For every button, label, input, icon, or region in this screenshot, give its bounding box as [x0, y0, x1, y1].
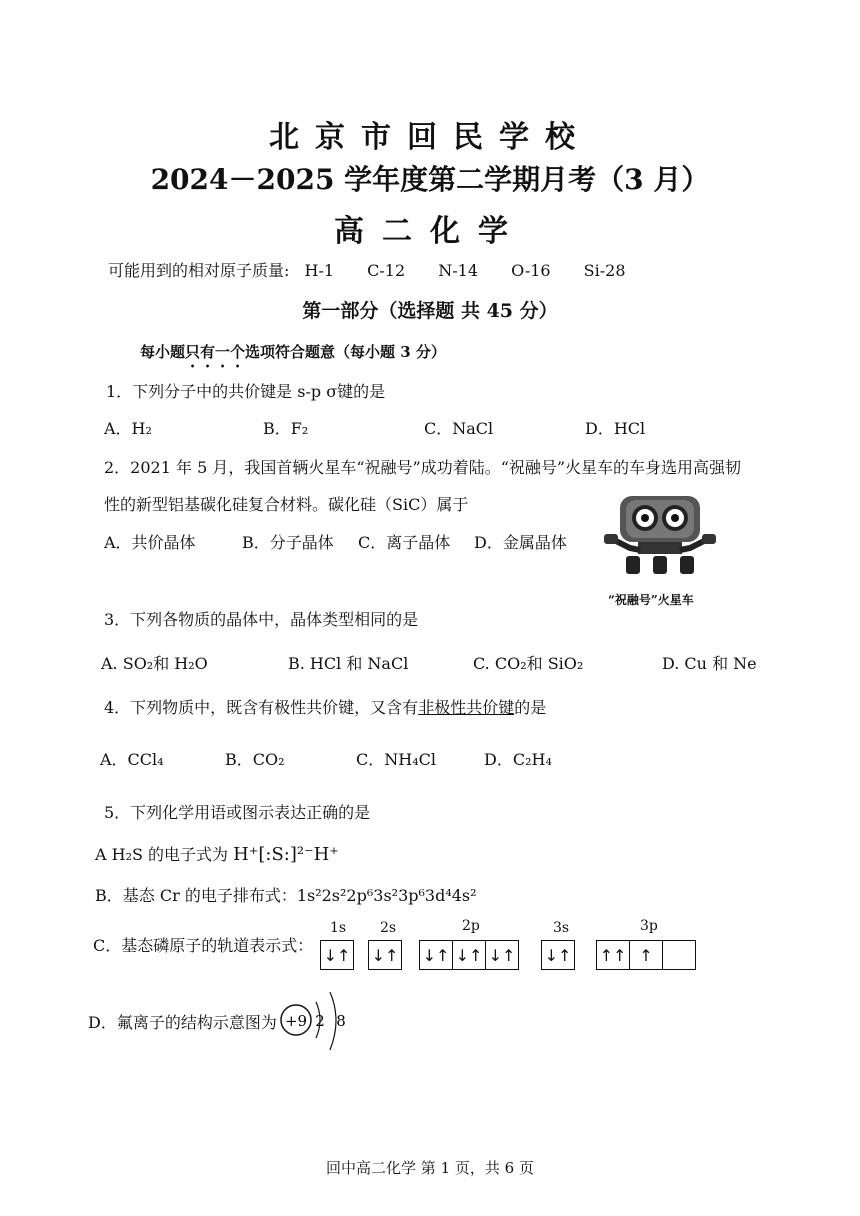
orbital-box-2p	[419, 940, 519, 970]
orbital-cell: ↓↑	[453, 941, 486, 969]
q5-stem: 5．下列化学用语或图示表达正确的是	[104, 803, 371, 822]
rover-caption: “祝融号”火星车	[608, 593, 694, 607]
q2-stem-line2: 性的新型铝基碳化硅复合材料。碳化硅（SiC）属于	[104, 495, 469, 514]
orbital-box-2s	[368, 940, 402, 970]
shell-1-electrons: 2	[315, 1012, 325, 1030]
q3-stem: 3．下列各物质的晶体中，晶体类型相同的是	[104, 610, 419, 629]
q5-option-a	[95, 842, 339, 865]
subject-title: 高二化学	[334, 214, 526, 249]
h2s-electron-formula: H⁺[:S:]²⁻H⁺	[233, 844, 339, 865]
orbital-box-3s	[541, 940, 575, 970]
section-instruction	[140, 341, 446, 371]
atomic-mass-si: Si-28	[583, 261, 626, 280]
atomic-mass-c: C-12	[367, 261, 406, 280]
q4-stem	[104, 695, 546, 718]
orbital-label-3s: 3s	[553, 920, 570, 936]
orbital-cell: ↓↑	[544, 945, 572, 965]
q4-option-a: A．CCl₄	[100, 750, 164, 769]
q4-option-c: C．NH₄Cl	[356, 750, 436, 769]
shell-2-electrons: 8	[336, 1012, 346, 1030]
orbital-cell: ↓↑	[323, 945, 351, 965]
fluoride-ion-structure	[278, 988, 358, 1058]
orbital-label-2p: 2p	[462, 918, 480, 934]
mars-rover-image	[600, 490, 720, 585]
orbital-cell: ↑	[630, 941, 663, 969]
nucleus-charge: +9	[284, 1012, 308, 1030]
atomic-mass-n: N-14	[438, 261, 479, 280]
q2-option-d: D．金属晶体	[474, 533, 567, 552]
q4-stem-emphasis: 非极性共价键	[418, 698, 515, 717]
q4-option-d: D．C₂H₄	[484, 750, 552, 769]
q4-stem-part-a: 4．下列物质中，既含有极性共价键，又含有	[104, 698, 419, 717]
orbital-cell: ↓↑	[371, 945, 399, 965]
orbital-label-3p: 3p	[640, 918, 658, 934]
q3-option-d: D. Cu 和 Ne	[662, 654, 757, 673]
orbital-label-2s: 2s	[380, 920, 397, 936]
q1-option-c: C．NaCl	[424, 419, 494, 438]
q5-option-d: D．氟离子的结构示意图为	[88, 1013, 277, 1032]
q1-option-b: B．F₂	[263, 419, 309, 438]
q5-option-b: B．基态 Cr 的电子排布式：1s²2s²2p⁶3s²3p⁶3d⁴4s²	[95, 886, 477, 905]
orbital-label-1s: 1s	[330, 920, 347, 936]
q1-option-a: A．H₂	[104, 419, 152, 438]
orbital-cell: ↑↑	[597, 941, 630, 969]
q5-option-c: C．基态磷原子的轨道表示式：	[93, 936, 314, 955]
atomic-mass-o: O-16	[511, 261, 551, 280]
q2-option-a: A．共价晶体	[104, 533, 196, 552]
instruction-emphasis: 只有一个	[185, 343, 246, 361]
orbital-cell	[663, 941, 695, 969]
q3-option-c: C. CO₂和 SiO₂	[473, 654, 584, 673]
instruction-part-b: 选项符合题意（每小题 3 分）	[245, 343, 446, 361]
q1-option-d: D．HCl	[585, 419, 646, 438]
q4-option-b: B．CO₂	[225, 750, 285, 769]
q2-option-b: B．分子晶体	[242, 533, 334, 552]
school-title: 北京市回民学校	[269, 120, 591, 155]
instruction-part-a: 每小题	[140, 343, 186, 361]
atomic-mass-line	[108, 258, 654, 281]
orbital-box-3p	[596, 940, 696, 970]
q2-stem-line1: 2．2021 年 5 月，我国首辆火星车“祝融号”成功着陆。“祝融号”火星车的车身选用高强韧	[104, 458, 742, 477]
atomic-mass-label: 可能用到的相对原子质量:	[108, 261, 290, 280]
atomic-mass-h: H-1	[304, 261, 335, 280]
orbital-cell: ↓↑	[420, 941, 453, 969]
section-title: 第一部分（选择题 共 45 分）	[302, 300, 558, 322]
q3-option-a: A. SO₂和 H₂O	[101, 654, 208, 673]
exam-title: 2024－2025 学年度第二学期月考（3 月）	[150, 163, 710, 196]
q2-option-c: C．离子晶体	[358, 533, 451, 552]
page-footer: 回中高二化学 第 1 页，共 6 页	[326, 1159, 534, 1177]
q5-option-a-text: A H₂S 的电子式为	[95, 845, 229, 864]
orbital-box-1s	[320, 940, 354, 970]
orbital-cell: ↓↑	[488, 945, 516, 965]
q1-stem: 1．下列分子中的共价键是 s-p σ键的是	[106, 382, 386, 401]
q3-option-b: B. HCl 和 NaCl	[288, 654, 409, 673]
q4-stem-part-b: 的是	[514, 698, 547, 717]
